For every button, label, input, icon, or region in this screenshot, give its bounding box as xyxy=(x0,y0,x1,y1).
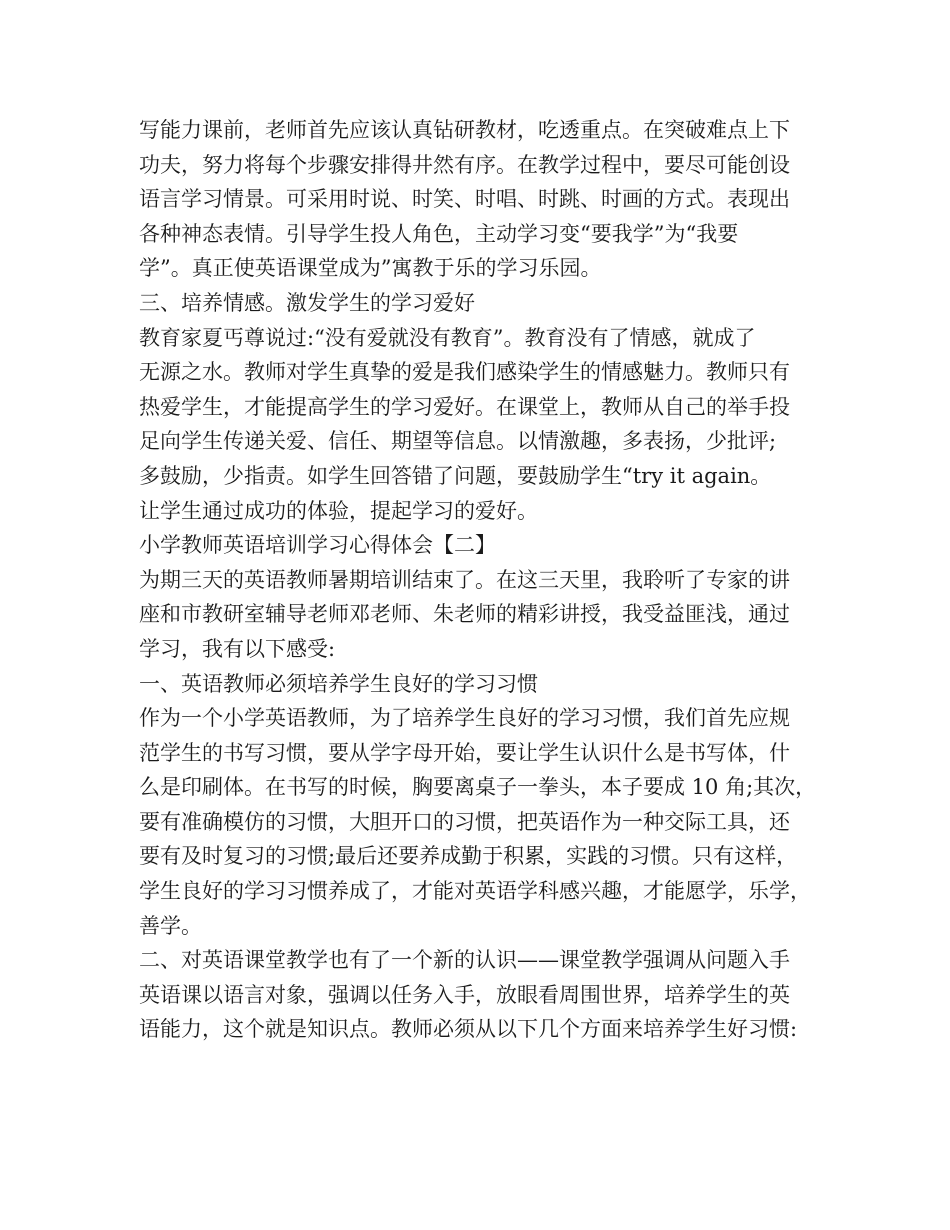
text-line: 为期三天的英语教师暑期培训结束了。在这三天里，我聆听了专家的讲 xyxy=(139,567,790,592)
section-heading: 二、对英语课堂教学也有了一个新的认识——课堂教学强调从问题入手 xyxy=(139,948,790,973)
text-line: 足向学生传递关爱、信任、期望等信息。以情激趣，多表扬，少批评; xyxy=(139,429,777,454)
text-line: 要有及时复习的习惯;最后还要养成勤于积累，实践的习惯。只有这样， xyxy=(139,844,798,869)
section-heading: 一、英语教师必须培养学生良好的学习习惯 xyxy=(139,671,538,696)
text-line: 教育家夏丐尊说过:“没有爱就没有教育”。教育没有了情感，就成了 xyxy=(139,325,756,350)
text-line: 让学生通过成功的体验，提起学习的爱好。 xyxy=(139,498,538,523)
text-line: 各种神态表情。引导学生投人角色，主动学习变“要我学”为“我要 xyxy=(139,221,739,246)
text-line: 无源之水。教师对学生真挚的爱是我们感染学生的情感魅力。教师只有 xyxy=(139,360,790,385)
text-line: 学”。真正使英语课堂成为”寓教于乐的学习乐园。 xyxy=(139,256,602,281)
text-line: 作为一个小学英语教师，为了培养学生良好的学习习惯，我们首先应规 xyxy=(139,706,790,731)
text-line: 语能力，这个就是知识点。教师必须从以下几个方面来培养学生好习惯: xyxy=(139,1017,798,1042)
text-line: 多鼓励，少指责。如学生回答错了问题，要鼓励学生“try it again。 xyxy=(139,463,772,488)
text-line: 要有准确模仿的习惯，大胆开口的习惯，把英语作为一种交际工具，还 xyxy=(139,809,790,834)
article-title: 小学教师英语培训学习心得体会【二】 xyxy=(139,533,496,558)
text-line: 么是印刷体。在书写的时候，胸要离桌子一拳头，本子要成 10 角;其次， xyxy=(139,775,817,800)
text-line: 座和市教研室辅导老师邓老师、朱老师的精彩讲授，我受益匪浅，通过 xyxy=(139,602,790,627)
text-line: 写能力课前，老师首先应该认真钻研教材，吃透重点。在突破难点上下 xyxy=(139,118,790,142)
text-line: 热爱学生，才能提高学生的学习爱好。在课堂上，教师从自己的举手投 xyxy=(139,394,790,419)
section-heading: 三、培养情感。激发学生的学习爱好 xyxy=(139,290,475,315)
document-body xyxy=(139,113,829,1047)
text-line: 学习，我有以下感受: xyxy=(139,636,336,661)
text-line: 善学。 xyxy=(139,913,202,938)
text-line: 学生良好的学习习惯养成了，才能对英语学科感兴趣，才能愿学，乐学， xyxy=(139,879,811,904)
text-line: 功夫，努力将每个步骤安排得井然有序。在教学过程中，要尽可能创设 xyxy=(139,152,790,177)
text-line: 英语课以语言对象，强调以任务入手，放眼看周围世界，培养学生的英 xyxy=(139,982,790,1007)
text-line: 语言学习情景。可采用时说、时笑、时唱、时跳、时画的方式。表现出 xyxy=(139,187,790,212)
text-line: 范学生的书写习惯，要从学字母开始，要让学生认识什么是书写体，什 xyxy=(139,740,790,765)
